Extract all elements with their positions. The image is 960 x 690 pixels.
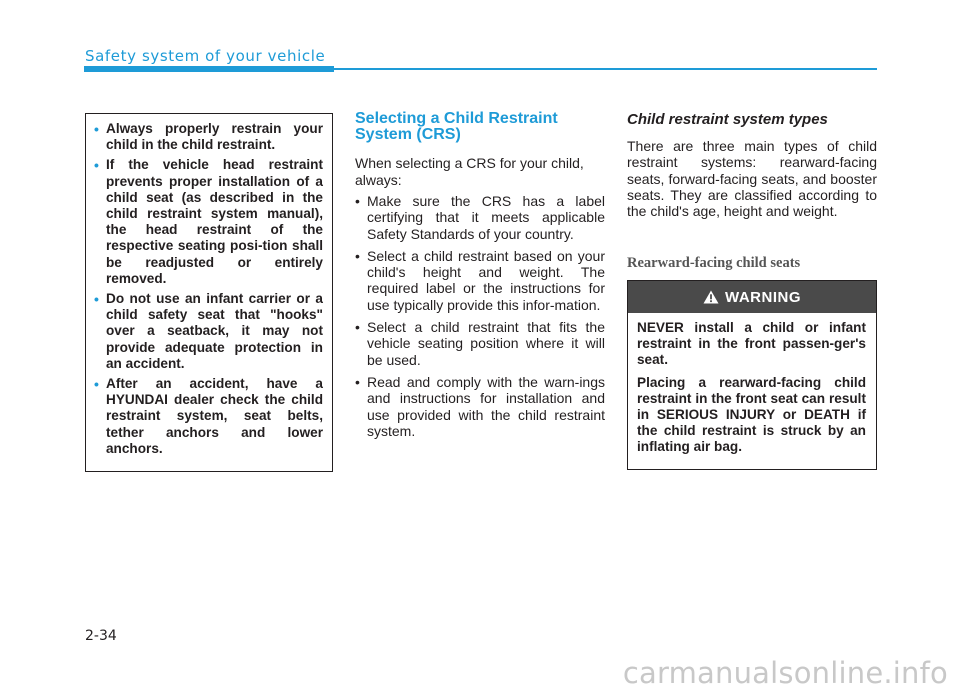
list-item-text: Select a child restraint based on your child's height and weight. The required label or the instructions for use typically provide this infor-mation. — [367, 247, 605, 313]
list-item — [355, 248, 605, 313]
warning-paragraph: NEVER install a child or infant restraint in the front passen-ger's seat. — [637, 320, 866, 368]
warning-header — [628, 281, 876, 313]
list-item-text: Select a child restraint that fits the vehicle seating position where it will be used. — [367, 319, 605, 368]
list-item — [355, 374, 605, 439]
note-item-text: Do not use an infant carrier or a child safety seat that "hooks" over a seatback, it may not provide adequate protection in an accident. — [106, 291, 323, 371]
note-item — [95, 121, 323, 153]
types-paragraph: There are three main types of child restraint systems: rearward-facing seats, forward-facing seats, and booster seats. They are classified according to the child's age, height and weight. — [627, 138, 877, 220]
selecting-crs-section — [355, 111, 605, 445]
list-item — [355, 193, 605, 242]
rearward-heading: Rearward-facing child seats — [627, 255, 801, 271]
section-intro: When selecting a CRS for your child, always: — [355, 155, 584, 188]
bullet-icon: • — [94, 291, 99, 308]
warning-triangle-icon — [703, 290, 719, 304]
types-heading: Child restraint system types — [627, 111, 828, 128]
note-item — [95, 157, 323, 287]
note-item-text: After an accident, have a HYUNDAI dealer check the child restraint system, seat belts, tether anchors and lower anchors. — [106, 376, 323, 456]
restraint-types-section — [627, 111, 877, 219]
bullet-icon: • — [355, 193, 360, 209]
note-item-text: Always properly restrain your child in the child restraint. — [106, 121, 323, 153]
caution-note-box — [85, 113, 333, 472]
bullet-icon: • — [355, 247, 360, 264]
bullet-icon: • — [94, 157, 99, 174]
warning-box — [627, 280, 877, 470]
note-item-text: If the vehicle head restraint prevents proper installation of a child seat (as described in the child restraint system manual), the head restraint of the respective seating posi-tion shall be readjusted or entirely removed. — [106, 157, 323, 286]
list-item-text: Read and comply with the warn-ings and instructions for installation and use provided with the child restraint system. — [367, 373, 605, 439]
page-number: 2-34 — [85, 628, 117, 644]
bullet-icon: • — [355, 319, 360, 336]
section-header-title: Safety system of your vehicle — [85, 47, 326, 65]
header-rule — [334, 68, 877, 70]
header-accent-bar — [84, 66, 334, 72]
note-item — [95, 376, 323, 457]
warning-label: WARNING — [725, 288, 801, 306]
note-item — [95, 291, 323, 372]
list-item — [355, 319, 605, 368]
list-item-text: Make sure the CRS has a label certifying that it meets applicable Safety Standards of your country. — [367, 193, 605, 242]
watermark: carmanualsonline.info — [622, 656, 948, 690]
section-heading: Selecting a Child Restraint System (CRS) — [355, 110, 558, 143]
bullet-icon: • — [94, 121, 99, 137]
warning-paragraph: Placing a rearward-facing child restraint in the front seat can result in SERIOUS INJURY or DEATH if the child restraint is struck by an inflating air bag. — [637, 374, 866, 455]
bullet-icon: • — [355, 373, 360, 390]
bullet-icon: • — [94, 376, 99, 393]
